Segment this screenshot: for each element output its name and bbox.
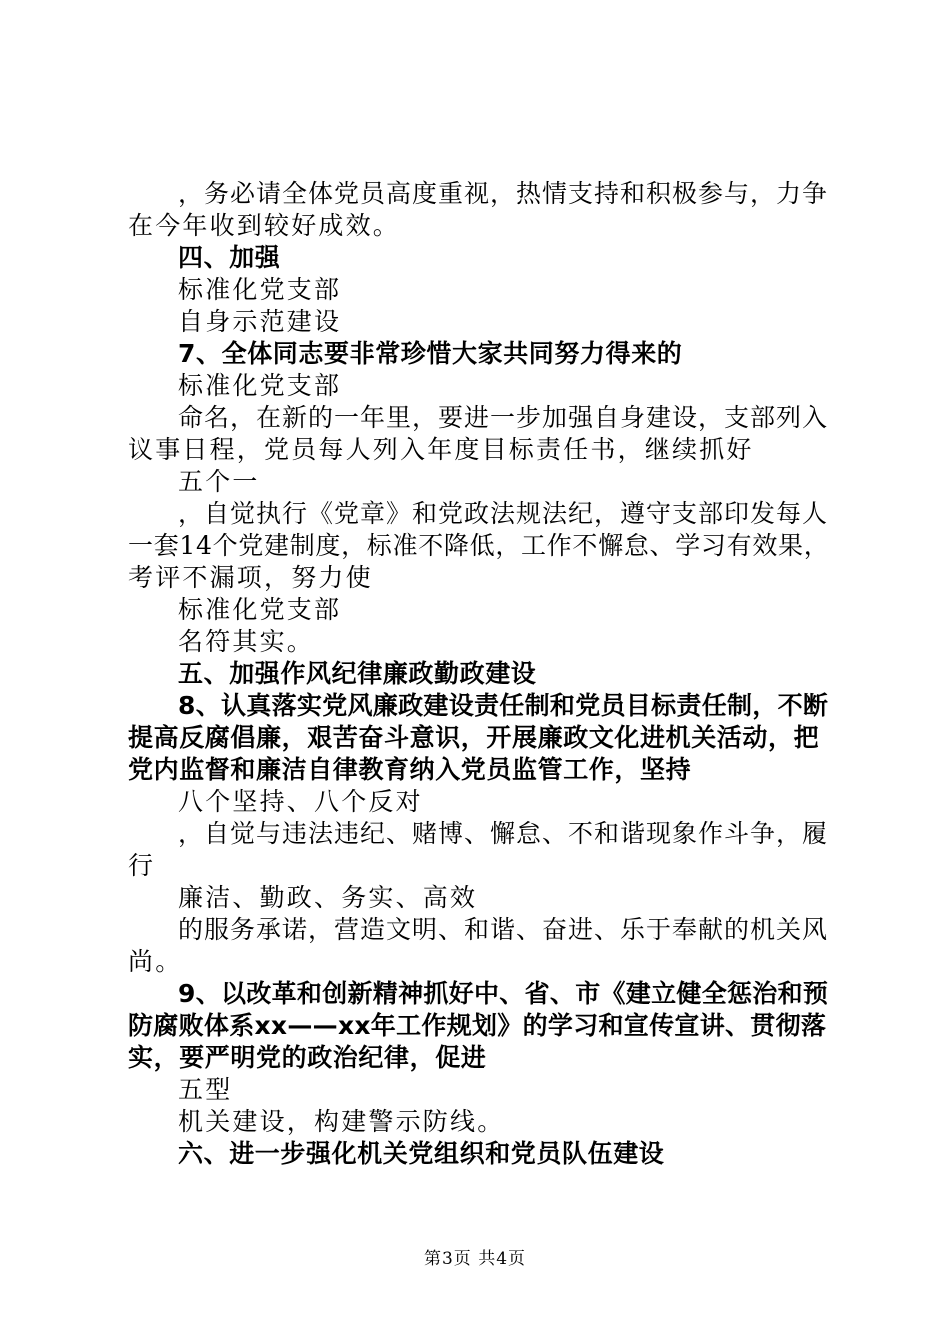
document-body bbox=[128, 178, 832, 1170]
text-line: 五、加强作风纪律廉政勤政建设 bbox=[178, 659, 537, 688]
text-line: 9、以改革和创新精神抓好中、省、市《建立健全惩治和预 bbox=[178, 979, 829, 1008]
text-line: 标准化党支部 bbox=[178, 371, 342, 400]
text-line: 在今年收到较好成效。 bbox=[128, 211, 401, 240]
text-line: 提高反腐倡廉，艰苦奋斗意识，开展廉政文化进机关活动，把 bbox=[128, 723, 820, 752]
text-line: 五型 bbox=[178, 1075, 233, 1104]
text-line: 命名，在新的一年里，要进一步加强自身建设，支部列入 bbox=[178, 403, 829, 432]
text-line: 五个一 bbox=[178, 467, 260, 496]
text-line: 的服务承诺，营造文明、和谐、奋进、乐于奉献的机关风 bbox=[178, 915, 829, 944]
text-line: ，自觉执行《党章》和党政法规法纪，遵守支部印发每人 bbox=[178, 499, 829, 528]
text-line: 8、认真落实党风廉政建设责任制和党员目标责任制，不断 bbox=[178, 691, 829, 720]
text-line: 机关建设，构建警示防线。 bbox=[178, 1107, 505, 1136]
text-line: 尚。 bbox=[128, 947, 183, 976]
text-line: 六、进一步强化机关党组织和党员队伍建设 bbox=[178, 1139, 665, 1168]
text-line: 廉洁、勤政、务实、高效 bbox=[178, 883, 478, 912]
text-line: 考评不漏项，努力使 bbox=[128, 563, 373, 592]
text-line: 行 bbox=[128, 851, 156, 880]
text-line: 自身示范建设 bbox=[178, 307, 342, 336]
text-line: 标准化党支部 bbox=[178, 275, 342, 304]
text-line: 实，要严明党的政治纪律，促进 bbox=[128, 1043, 487, 1072]
text-line: ，自觉与违法违纪、赌博、懈怠、不和谐现象作斗争，履 bbox=[178, 819, 829, 848]
text-line: 议事日程，党员每人列入年度目标责任书，继续抓好 bbox=[128, 435, 754, 464]
text-line: 标准化党支部 bbox=[178, 595, 342, 624]
text-line: 7、全体同志要非常珍惜大家共同努力得来的 bbox=[178, 339, 683, 368]
text-line: 八个坚持、八个反对 bbox=[178, 787, 423, 816]
text-line: 一套14个党建制度，标准不降低，工作不懈怠、学习有效果， bbox=[128, 531, 830, 560]
text-line: 名符其实。 bbox=[178, 627, 315, 656]
text-line: ，务必请全体党员高度重视，热情支持和积极参与，力争 bbox=[178, 179, 829, 208]
text-line: 党内监督和廉洁自律教育纳入党员监管工作，坚持 bbox=[128, 755, 692, 784]
text-line: 防腐败体系xx——xx年工作规划》的学习和宣传宣讲、贯彻落 bbox=[128, 1011, 827, 1040]
text-line: 四、加强 bbox=[178, 243, 281, 272]
page-footer: 第3页 共4页 bbox=[423, 1249, 527, 1269]
